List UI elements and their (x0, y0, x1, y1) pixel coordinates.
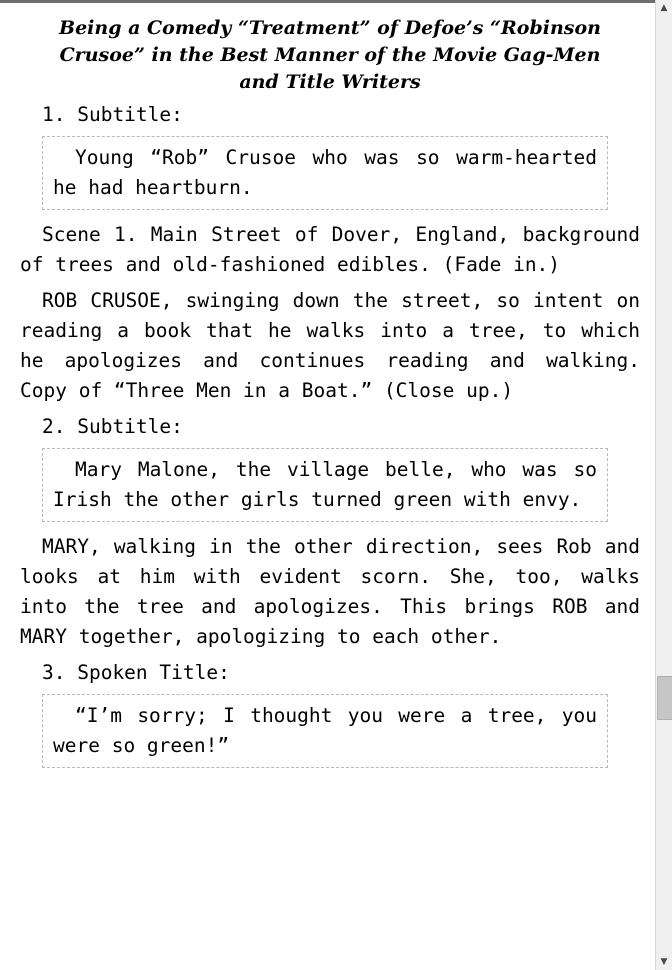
numbered-label-2: 2. Subtitle: (42, 415, 183, 438)
scroll-up-arrow-icon[interactable]: ▲ (656, 0, 672, 16)
paragraph-scene-1: Scene 1. Main Street of Dover, England, background of trees and old-fashioned edibles. (Fade in.) (20, 223, 640, 276)
numbered-label-1: 1. Subtitle: (42, 103, 183, 126)
quote-text-3: “I’m sorry; I thought you were a tree, you were so green!” (53, 704, 597, 757)
paragraph-rob-crusoe: ROB CRUSOE, swinging down the street, so intent on reading a book that he walks into a tree, to which he apologizes and continues reading and walking. Copy of “Three Men in a Boat.” (Close up.) (20, 289, 640, 402)
quote-box-2 (42, 448, 608, 522)
quote-box-3 (42, 694, 608, 768)
quote-text-2: Mary Malone, the village belle, who was so Irish the other girls turned green with envy. (53, 458, 597, 511)
scroll-down-arrow-icon[interactable]: ▼ (656, 954, 672, 970)
quote-box-1 (42, 136, 608, 210)
document-content (0, 3, 656, 970)
document-header-title: Being a Comedy “Treatment” of Defoe’s “Robinson Crusoe” in the Best Manner of the Movie Gag-Men and Title Writers (59, 17, 601, 93)
paragraph-mary: MARY, walking in the other direction, sees Rob and looks at him with evident scorn. She, too, walks into the tree and apologizes. This brings ROB and MARY together, apologizing to each other. (20, 535, 640, 648)
quote-text-1: Young “Rob” Crusoe who was so warm-hearted he had heartburn. (53, 146, 597, 199)
numbered-label-3: 3. Spoken Title: (42, 661, 230, 684)
vertical-scrollbar[interactable] (655, 0, 672, 970)
scrollbar-thumb[interactable] (657, 676, 672, 720)
